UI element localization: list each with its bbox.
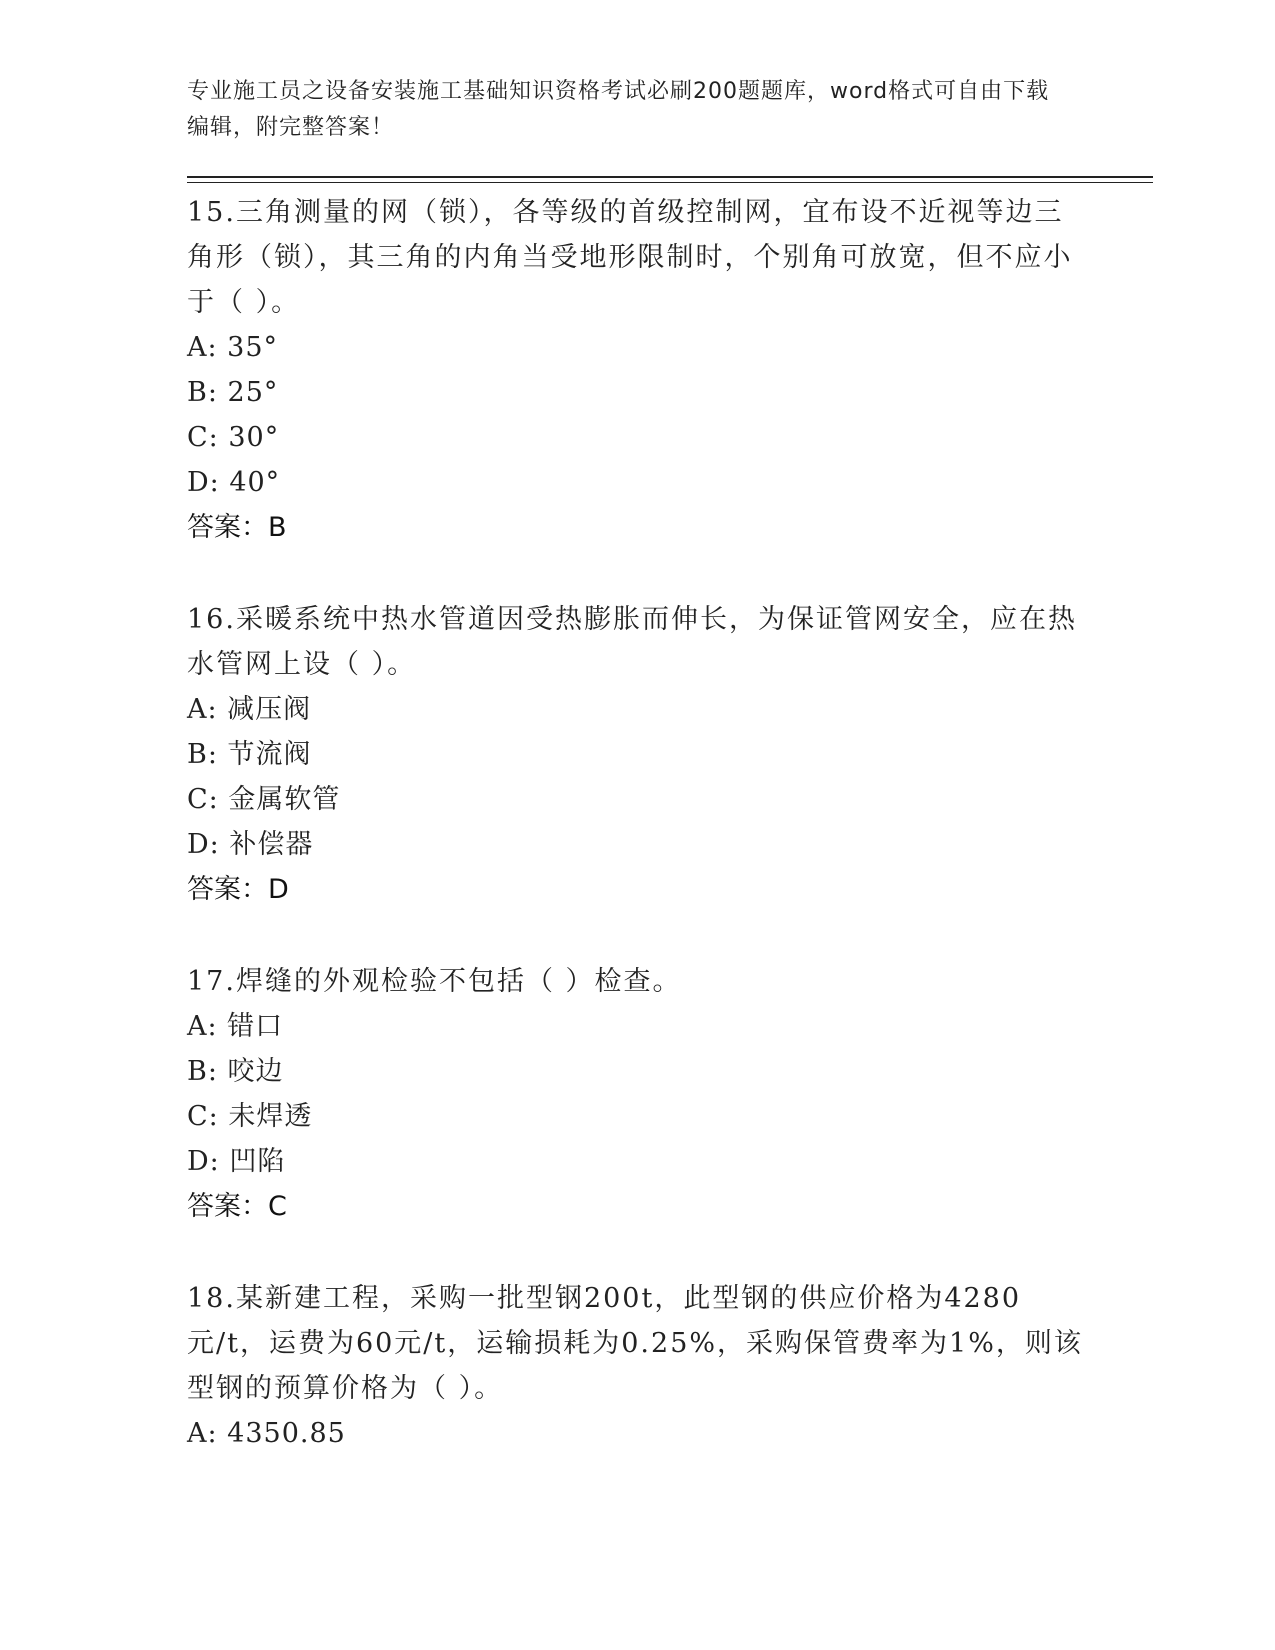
option-a: A: 减压阀 <box>187 694 312 725</box>
question-list <box>187 190 1087 1456</box>
question-text: 17.焊缝的外观检验不包括（ ）检查。 <box>187 966 682 997</box>
question-spacer <box>187 550 1087 597</box>
answer: 答案：D <box>187 874 289 905</box>
option-d: D: 凹陷 <box>187 1146 286 1177</box>
option-a: A: 4350.85 <box>187 1418 346 1449</box>
question-text: 15.三角测量的网（锁），各等级的首级控制网，宜布设不近视等边三角形（锁），其三角的内角当受地形限制时，个别角可放宽，但不应小于（ ）。 <box>187 197 1073 318</box>
question-text: 18.某新建工程，采购一批型钢200t，此型钢的供应价格为4280元/t，运费为60元/t，运输损耗为0.25%，采购保管费率为1%，则该型钢的预算价格为（ ）。 <box>187 1283 1083 1404</box>
header-divider <box>187 176 1153 178</box>
question-17 <box>187 959 1087 1229</box>
answer: 答案：C <box>187 1191 287 1222</box>
question-16 <box>187 597 1087 912</box>
question-15 <box>187 190 1087 550</box>
question-text: 16.采暖系统中热水管道因受热膨胀而伸长，为保证管网安全，应在热水管网上设（ ）。 <box>187 604 1077 680</box>
option-b: B: 节流阀 <box>187 739 312 770</box>
question-spacer <box>187 912 1087 959</box>
option-c: C: 未焊透 <box>187 1101 313 1132</box>
question-18 <box>187 1276 1087 1456</box>
option-c: C: 金属软管 <box>187 784 341 815</box>
answer: 答案：B <box>187 512 287 543</box>
option-a: A: 错口 <box>187 1011 284 1042</box>
question-spacer <box>187 1229 1087 1276</box>
header-divider-thin <box>187 182 1153 183</box>
option-d: D: 补偿器 <box>187 829 314 860</box>
option-b: B: 25° <box>187 377 279 408</box>
option-a: A: 35° <box>187 332 279 363</box>
option-d: D: 40° <box>187 467 281 498</box>
document-header: 专业施工员之设备安装施工基础知识资格考试必刷200题题库，word格式可自由下载编辑，附完整答案！ <box>187 79 1050 140</box>
option-b: B: 咬边 <box>187 1056 284 1087</box>
option-c: C: 30° <box>187 422 280 453</box>
